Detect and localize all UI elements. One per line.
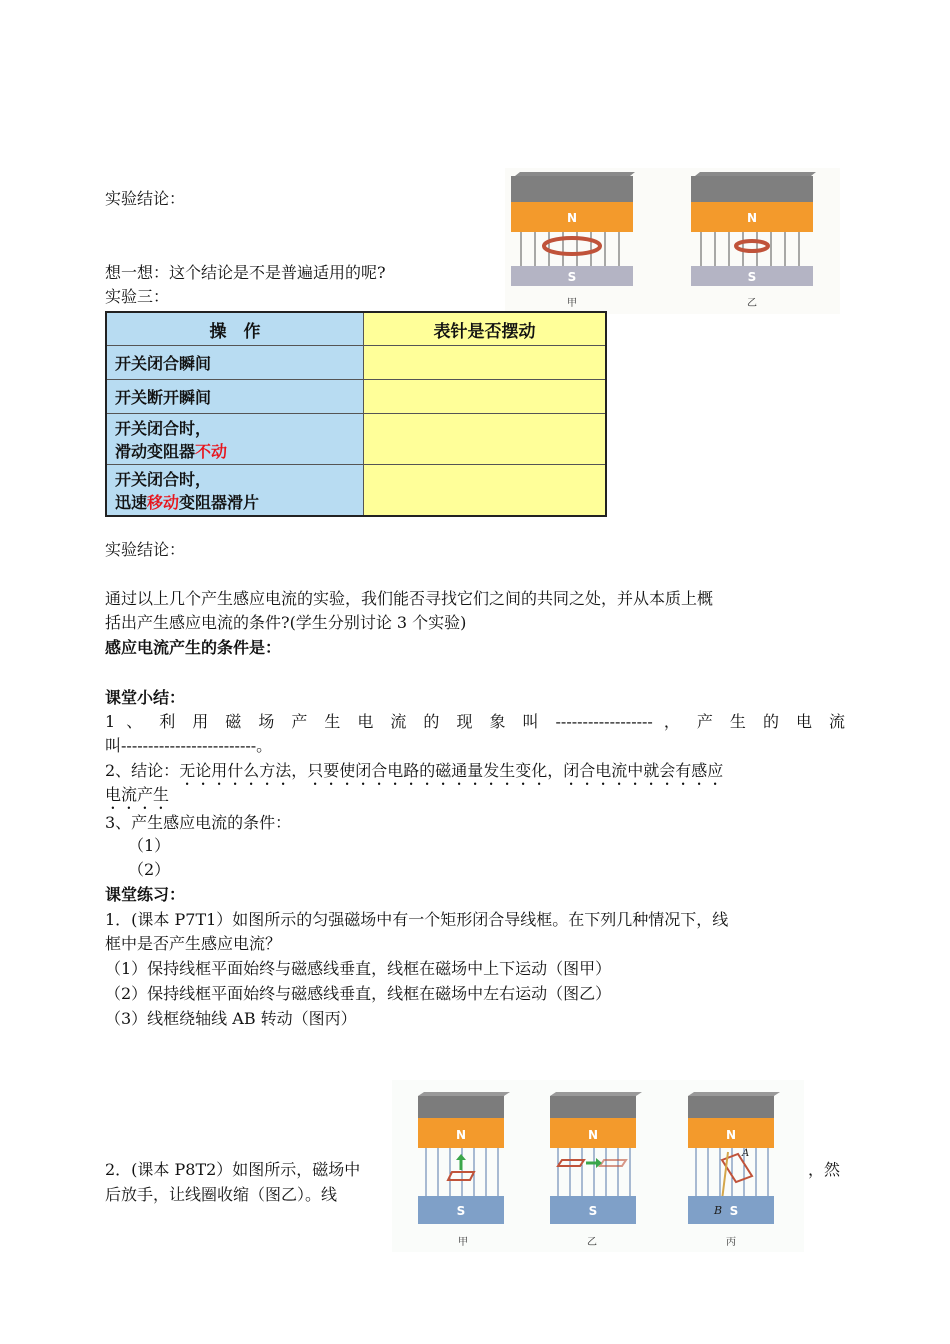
summary-item-3-sub-2: （2） (128, 860, 171, 879)
experiment-table (105, 311, 607, 517)
summary-item-2-line-1: 2、结论：无论用什么方法，只要使闭合电路的磁通量发生变化，闭合电流中就会有感应 (105, 761, 724, 780)
caption-jia-2: 甲 (458, 1237, 468, 1248)
think-question: 想一想：这个结论是不是普遍适用的呢? (105, 263, 386, 282)
summary-item-3-sub-1: （1） (128, 836, 171, 855)
svg-text:S: S (729, 1204, 739, 1218)
question-2-line-1-end: ，然 (808, 1160, 841, 1179)
experiment-conclusion-label: 实验结论： (105, 189, 186, 208)
svg-text:N: N (746, 211, 758, 225)
question-1-option-1: （1）保持线框平面始终与磁感线垂直，线框在磁场中上下运动（图甲） (105, 959, 612, 978)
summary-item-1-line-2: 叫-------------------------。 (105, 736, 273, 755)
table-cell-answer-3 (364, 414, 607, 465)
summary-item-2-line-2: 电流产生 (105, 785, 170, 804)
table-cell-op-2: 开关断开瞬间 (106, 380, 364, 414)
question-2-line-2: 后放手，让线圈收缩（图乙）。线 (105, 1185, 338, 1204)
summary-heading: 课堂小结： (105, 688, 186, 707)
magnet-diagram-a (511, 172, 635, 286)
question-1-option-3: （3）线框绕轴线 AB 转动（图丙） (105, 1009, 357, 1028)
table-header-needle: 表针是否摆动 (364, 312, 607, 346)
discussion-line-1: 通过以上几个产生感应电流的实验，我们能否寻找它们之间的共同之处，并从本质上概 (105, 589, 714, 608)
svg-text:S: S (747, 270, 757, 284)
magnet-diagram-b (691, 172, 816, 286)
table-cell-op-1: 开关闭合瞬间 (106, 346, 364, 380)
table-cell-answer-4 (364, 465, 607, 517)
summary-item-1-line-1: 1 、 利 用 磁 场 产 生 电 流 的 现 象 叫 ------------------ ， 产 生 的 电 流 (105, 712, 845, 731)
magnet-loop-figure (392, 1080, 804, 1252)
caption-yi: 乙 (747, 298, 757, 309)
practice-heading: 课堂练习： (105, 885, 186, 904)
experiment-three-label: 实验三： (105, 287, 170, 306)
svg-text:B: B (714, 1204, 723, 1217)
svg-text:N: N (725, 1128, 737, 1142)
magnet-coil-figure (505, 168, 840, 314)
table-cell-op-3: 开关闭合时， 滑动变阻器不动 (106, 414, 364, 465)
summary-item-3: 3、产生感应电流的条件： (105, 813, 292, 832)
table-cell-answer-1 (364, 346, 607, 380)
svg-text:N: N (587, 1128, 599, 1142)
table-header-operation: 操 作 (106, 312, 364, 346)
experiment-conclusion-label-2: 实验结论： (105, 540, 186, 559)
caption-yi-2: 乙 (587, 1237, 597, 1248)
svg-text:S: S (567, 270, 577, 284)
discussion-line-2: 括出产生感应电流的条件?(学生分别讨论 3 个实验) (105, 613, 467, 632)
question-1-line-1: 1．(课本 P7T1）如图所示的匀强磁场中有一个矩形闭合导线框。在下列几种情况下，线 (105, 910, 729, 929)
condition-heading: 感应电流产生的条件是： (105, 638, 282, 657)
svg-text:N: N (455, 1128, 467, 1142)
caption-bing: 丙 (726, 1237, 736, 1248)
question-1-line-2: 框中是否产生感应电流？ (105, 934, 282, 953)
table-cell-op-4: 开关闭合时， 迅速移动变阻器滑片 (106, 465, 364, 517)
caption-jia: 甲 (567, 298, 577, 309)
svg-text:N: N (566, 211, 578, 225)
question-1-option-2: （2）保持线框平面始终与磁感线垂直，线框在磁场中左右运动（图乙） (105, 984, 612, 1003)
svg-text:S: S (456, 1204, 466, 1218)
question-2-line-1: 2．(课本 P8T2）如图所示，磁场中 (105, 1160, 361, 1179)
svg-text:S: S (588, 1204, 598, 1218)
table-cell-answer-2 (364, 380, 607, 414)
svg-text:A: A (742, 1148, 750, 1159)
